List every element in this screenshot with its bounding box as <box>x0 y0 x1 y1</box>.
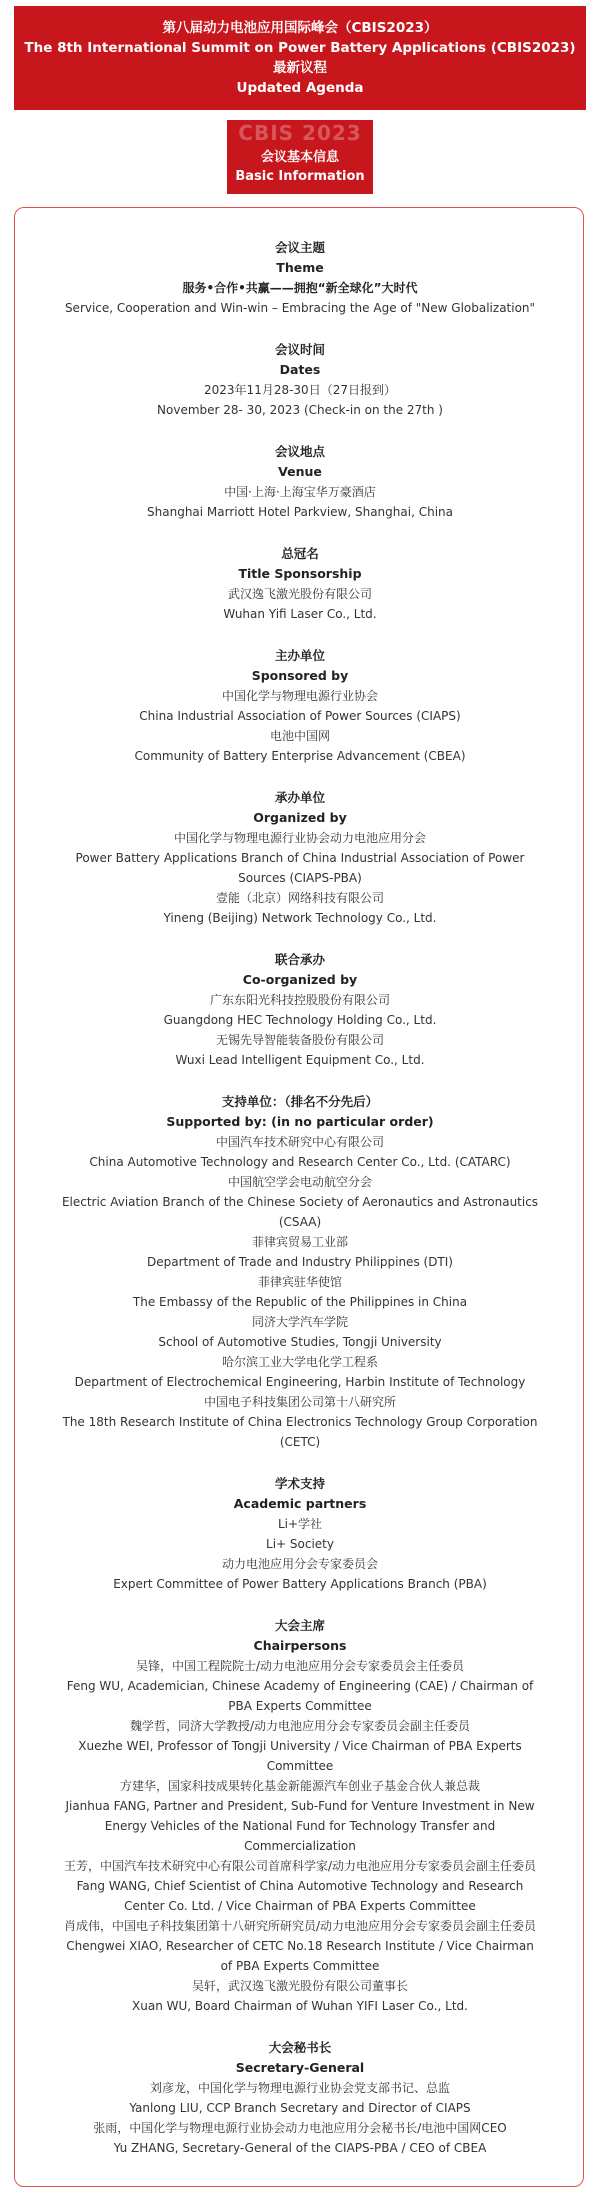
section-line: 中国化学与物理电源行业协会 <box>221 689 378 703</box>
section-title-cn: 主办单位 <box>274 648 325 663</box>
info-section <box>30 238 570 318</box>
section-line: (CETC) <box>279 1435 321 1449</box>
agenda-title-cn: 最新议程 <box>273 60 327 76</box>
section-line: Sources (CIAPS-PBA) <box>238 871 362 885</box>
section-line: Wuxi Lead Intelligent Equipment Co., Ltd. <box>175 1053 425 1067</box>
section-line: Yineng (Beijing) Network Technology Co., Ltd. <box>163 911 437 925</box>
section-title-cn: 大会主席 <box>274 1618 325 1633</box>
section-title-cn: 会议主题 <box>274 240 325 255</box>
section-line: Li+学社 <box>277 1517 323 1531</box>
info-section <box>30 340 570 420</box>
section-title-cn: 联合承办 <box>274 952 325 967</box>
section-title-en: Title Sponsorship <box>238 566 362 581</box>
info-content <box>30 238 570 2180</box>
section-line: Center Co. Ltd. / Vice Chairman of PBA Experts Committee <box>124 1899 476 1913</box>
section-line: Department of Trade and Industry Philippines (DTI) <box>147 1255 453 1269</box>
section-line: 王芳，中国汽车技术研究中心有限公司首席科学家/动力电池应用分专家委员会副主任委员 <box>63 1859 537 1873</box>
section-line: 2023年11月28-30日（27日报到） <box>204 383 396 397</box>
summit-title-en: The 8th International Summit on Power Battery Applications (CBIS2023) <box>24 40 576 56</box>
section-line: 菲律宾驻华使馆 <box>257 1275 342 1289</box>
section-title-en: Secretary-General <box>235 2060 365 2075</box>
section-line: November 28- 30, 2023 (Check-in on the 27th ) <box>157 403 443 417</box>
section-line: 张雨，中国化学与物理电源行业协会动力电池应用分会秘书长/电池中国网CEO <box>93 2121 507 2135</box>
section-line: 哈尔滨工业大学电化学工程系 <box>221 1355 378 1369</box>
section-line: Feng WU, Academician, Chinese Academy of Engineering (CAE) / Chairman of <box>66 1679 534 1693</box>
info-section <box>30 544 570 624</box>
section-line: Service, Cooperation and Win-win – Embracing the Age of "New Globalization" <box>64 301 536 315</box>
section-line: China Automotive Technology and Research Center Co., Ltd. (CATARC) <box>89 1155 511 1169</box>
section-line: Shanghai Marriott Hotel Parkview, Shanghai, China <box>147 505 453 519</box>
info-section <box>30 1474 570 1594</box>
section-title-en: Venue <box>278 464 322 479</box>
info-section <box>30 442 570 522</box>
section-line: Fang WANG, Chief Scientist of China Automotive Technology and Research <box>76 1879 524 1893</box>
section-title-en: Organized by <box>253 810 347 825</box>
section-line: 中国航空学会电动航空分会 <box>227 1175 372 1189</box>
section-line: Jianhua FANG, Partner and President, Sub-Fund for Venture Investment in New <box>65 1799 535 1813</box>
section-line: Community of Battery Enterprise Advancement (CBEA) <box>134 749 466 763</box>
info-section <box>30 788 570 928</box>
section-line: Department of Electrochemical Engineering, Harbin Institute of Technology <box>74 1375 526 1389</box>
section-line: Wuhan Yifi Laser Co., Ltd. <box>223 607 377 621</box>
section-line: 动力电池应用分会专家委员会 <box>221 1557 378 1571</box>
section-line: Expert Committee of Power Battery Applications Branch (PBA) <box>113 1577 487 1591</box>
section-title-en: Theme <box>276 260 324 275</box>
section-title-cn: 大会秘书长 <box>268 2040 332 2055</box>
info-section <box>30 1092 570 1452</box>
section-line: Yu ZHANG, Secretary-General of the CIAPS-PBA / CEO of CBEA <box>113 2141 487 2155</box>
section-line: Energy Vehicles of the National Fund for Technology Transfer and <box>104 1819 496 1833</box>
section-line: 中国电子科技集团公司第十八研究所 <box>203 1395 396 1409</box>
section-line: 菲律宾贸易工业部 <box>251 1235 348 1249</box>
section-title-en: Co-organized by <box>242 972 358 987</box>
section-line: 壹能（北京）网络科技有限公司 <box>215 891 384 905</box>
section-line: Xuezhe WEI, Professor of Tongji University / Vice Chairman of PBA Experts <box>78 1739 522 1753</box>
section-title-cn: 学术支持 <box>274 1476 325 1491</box>
basic-info-badge <box>227 120 373 194</box>
badge-label-cn: 会议基本信息 <box>260 150 339 165</box>
section-line: 服务•合作•共赢——拥抱“新全球化”大时代 <box>182 281 418 295</box>
section-line: Yanlong LIU, CCP Branch Secretary and Director of CIAPS <box>129 2101 471 2115</box>
section-line: Li+ Society <box>266 1537 334 1551</box>
section-line: The 18th Research Institute of China Electronics Technology Group Corporation <box>62 1415 538 1429</box>
section-title-cn: 总冠名 <box>281 546 319 561</box>
section-title-cn: 支持单位：（排名不分先后） <box>221 1094 379 1109</box>
section-line: 中国汽车技术研究中心有限公司 <box>215 1135 384 1149</box>
section-title-cn: 会议时间 <box>274 342 325 357</box>
agenda-title-en: Updated Agenda <box>236 80 364 96</box>
info-section <box>30 1616 570 2016</box>
section-line: School of Automotive Studies, Tongji University <box>158 1335 442 1349</box>
section-line: China Industrial Association of Power Sources (CIAPS) <box>139 709 461 723</box>
section-title-en: Dates <box>279 362 321 377</box>
section-line: 电池中国网 <box>269 729 330 743</box>
section-line: 广东东阳光科技控股股份有限公司 <box>209 993 390 1007</box>
section-line: 吴锋，中国工程院院士/动力电池应用分会专家委员会主任委员 <box>135 1659 465 1673</box>
section-line: 肖成伟，中国电子科技集团第十八研究所研究员/动力电池应用分会专家委员会副主任委员 <box>63 1919 537 1933</box>
section-line: 刘彦龙，中国化学与物理电源行业协会党支部书记、总监 <box>149 2081 450 2095</box>
section-line: 同济大学汽车学院 <box>251 1315 348 1329</box>
section-line: 中国·上海·上海宝华万豪酒店 <box>224 485 376 499</box>
basic-info-badge-wrap <box>0 120 600 194</box>
section-title-cn: 会议地点 <box>274 444 325 459</box>
section-title-en: Chairpersons <box>253 1638 347 1653</box>
section-line: Chengwei XIAO, Researcher of CETC No.18 Research Institute / Vice Chairman <box>66 1939 534 1953</box>
section-title-en: Academic partners <box>233 1496 367 1511</box>
section-title-cn: 承办单位 <box>274 790 325 805</box>
badge-watermark: CBIS 2023 <box>238 121 362 145</box>
section-line: Guangdong HEC Technology Holding Co., Ltd. <box>163 1013 437 1027</box>
header-banner <box>14 6 586 110</box>
section-line: Commercialization <box>244 1839 356 1853</box>
section-line: Xuan WU, Board Chairman of Wuhan YIFI Laser Co., Ltd. <box>132 1999 468 2013</box>
info-section <box>30 2038 570 2158</box>
section-line: 吴轩，武汉逸飞激光股份有限公司董事长 <box>191 1979 408 1993</box>
section-line: 魏学哲，同济大学教授/动力电池应用分会专家委员会副主任委员 <box>129 1719 471 1733</box>
section-line: PBA Experts Committee <box>228 1699 372 1713</box>
info-section <box>30 646 570 766</box>
summit-title-cn: 第八届动力电池应用国际峰会（CBIS2023） <box>162 20 438 36</box>
section-title-en: Supported by: (in no particular order) <box>166 1114 434 1129</box>
info-section <box>30 950 570 1070</box>
section-line: The Embassy of the Republic of the Philippines in China <box>132 1295 468 1309</box>
section-line: of PBA Experts Committee <box>220 1959 380 1973</box>
section-title-en: Sponsored by <box>251 668 349 683</box>
section-line: 无锡先导智能装备股份有限公司 <box>215 1033 384 1047</box>
badge-label-en: Basic Information <box>235 169 365 184</box>
section-line: 中国化学与物理电源行业协会动力电池应用分会 <box>173 831 426 845</box>
section-line: (CSAA) <box>278 1215 322 1229</box>
section-line: Power Battery Applications Branch of China Industrial Association of Power <box>75 851 525 865</box>
section-line: Electric Aviation Branch of the Chinese Society of Aeronautics and Astronautics <box>61 1195 539 1209</box>
section-line: Committee <box>266 1759 334 1773</box>
section-line: 武汉逸飞激光股份有限公司 <box>227 587 372 601</box>
section-line: 方建华，国家科技成果转化基金新能源汽车创业子基金合伙人兼总裁 <box>119 1779 480 1793</box>
